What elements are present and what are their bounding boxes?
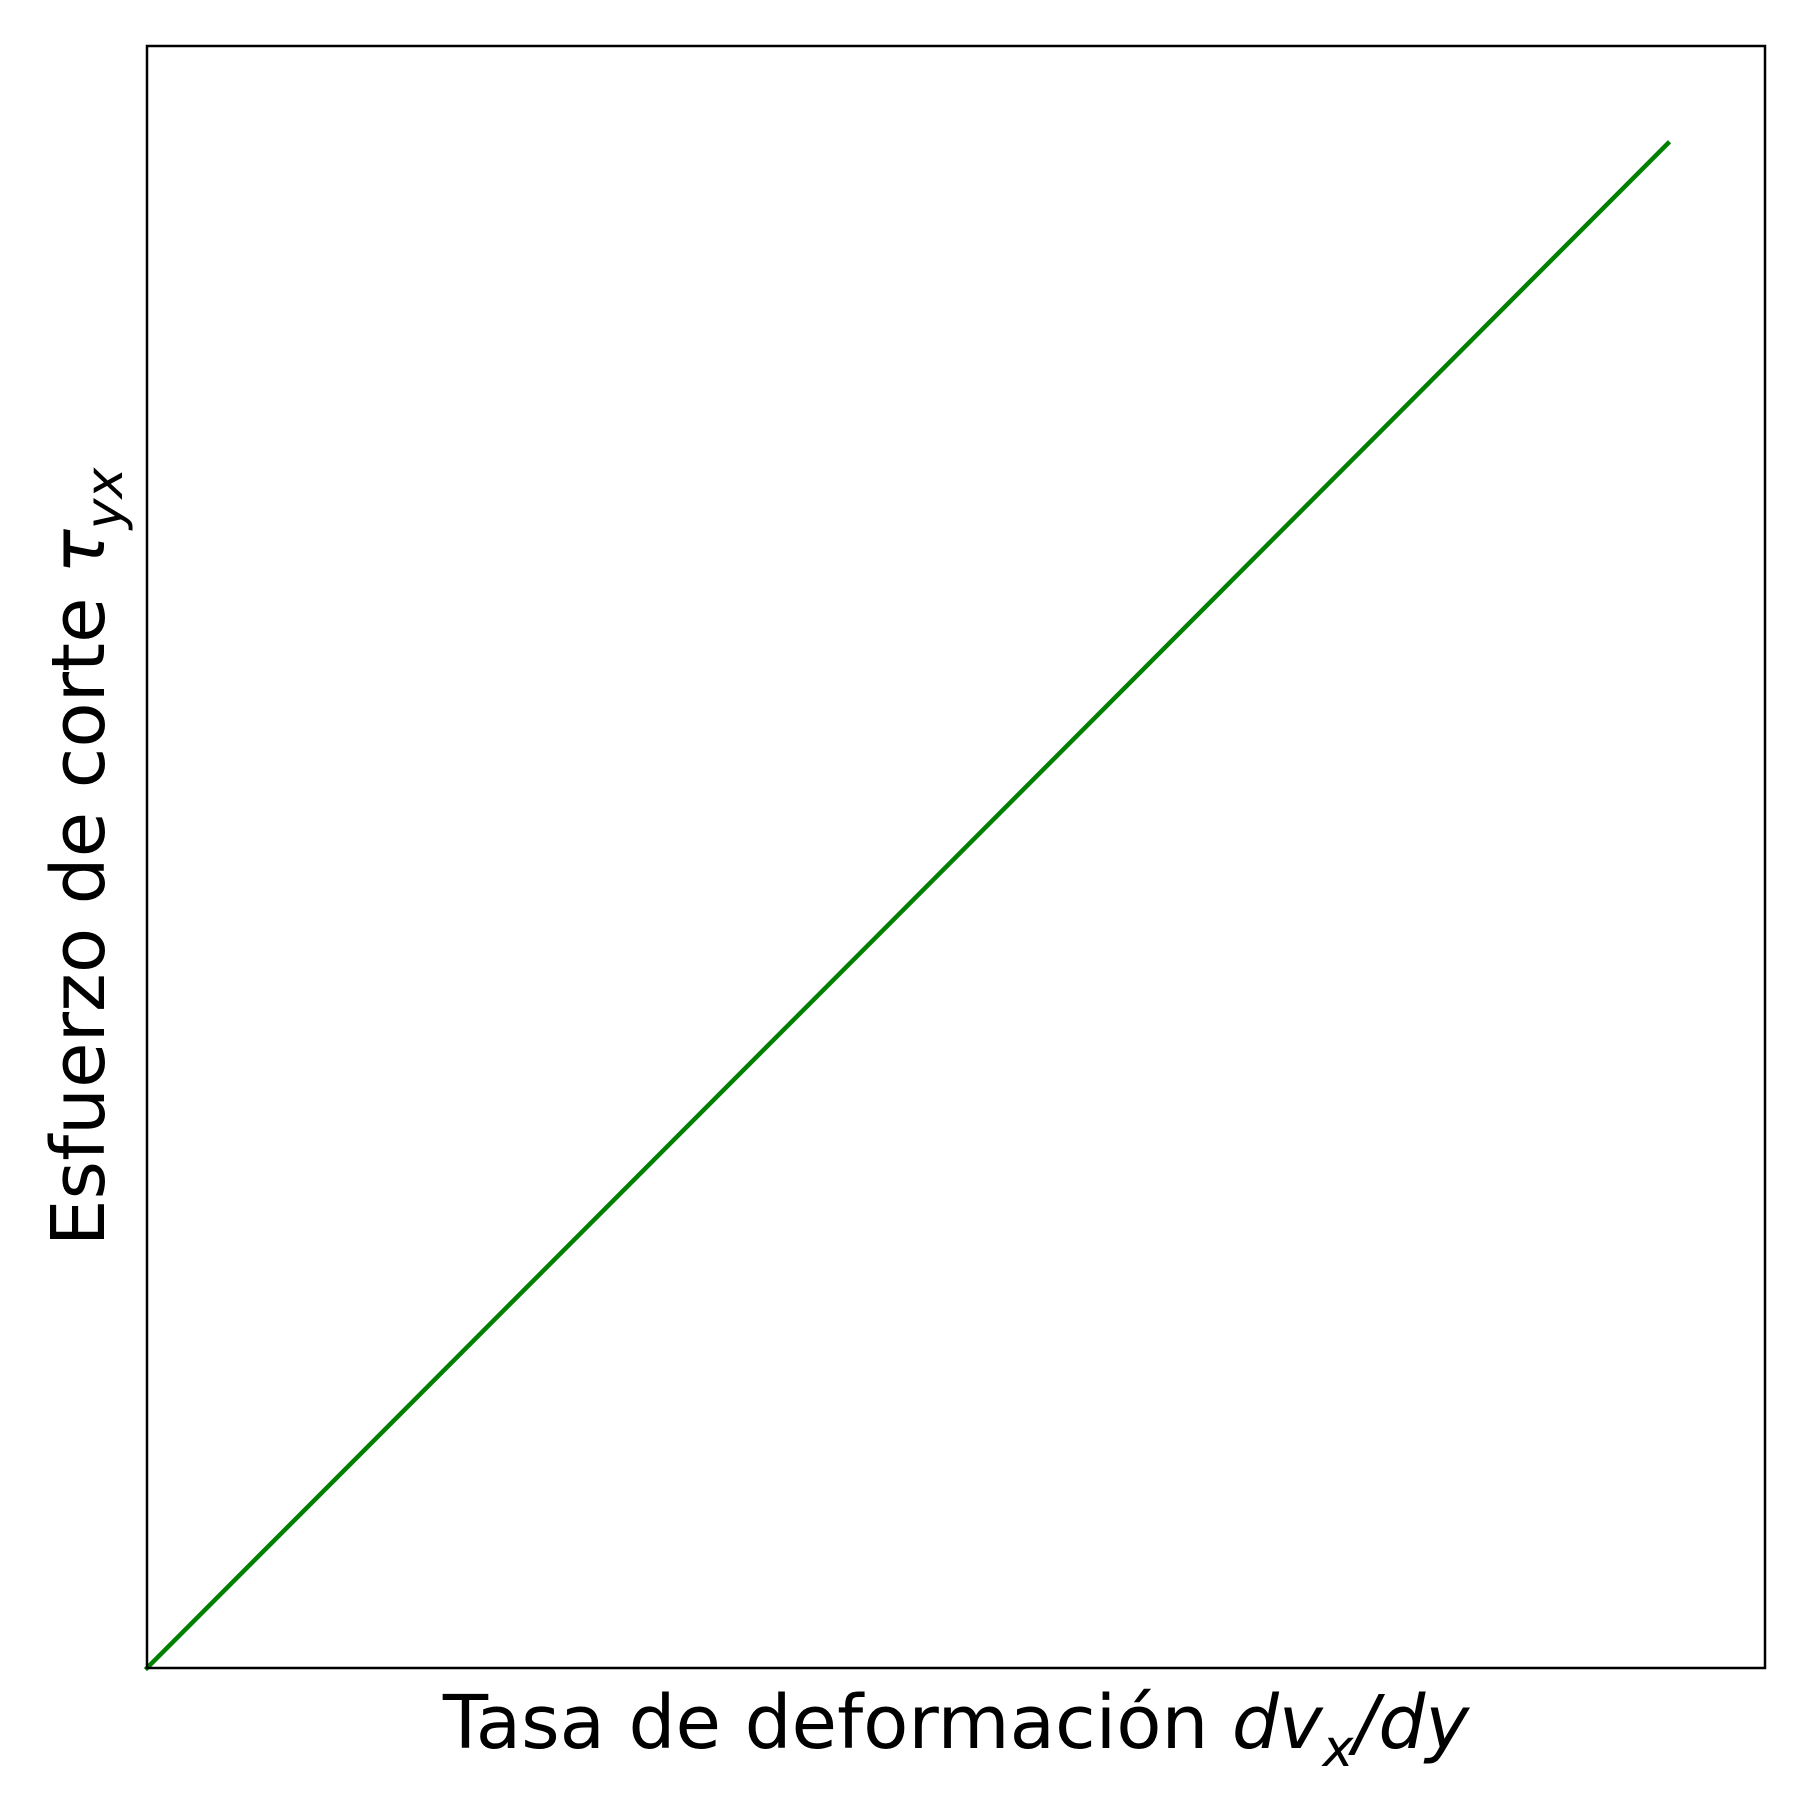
y-axis-label-math: τ <box>36 529 122 574</box>
x-axis-label-math: dv <box>1231 1680 1323 1766</box>
x-axis-label <box>442 1680 1471 1779</box>
y-axis-label-subscript: yx <box>75 467 135 530</box>
x-axis-label-text: Tasa de deformación <box>442 1680 1232 1766</box>
y-axis-label <box>36 467 135 1247</box>
x-axis-label-math-tail: /dy <box>1353 1680 1470 1766</box>
y-axis-label-text: Esfuerzo de corte <box>36 573 122 1247</box>
x-axis-label-subscript: x <box>1322 1719 1354 1779</box>
